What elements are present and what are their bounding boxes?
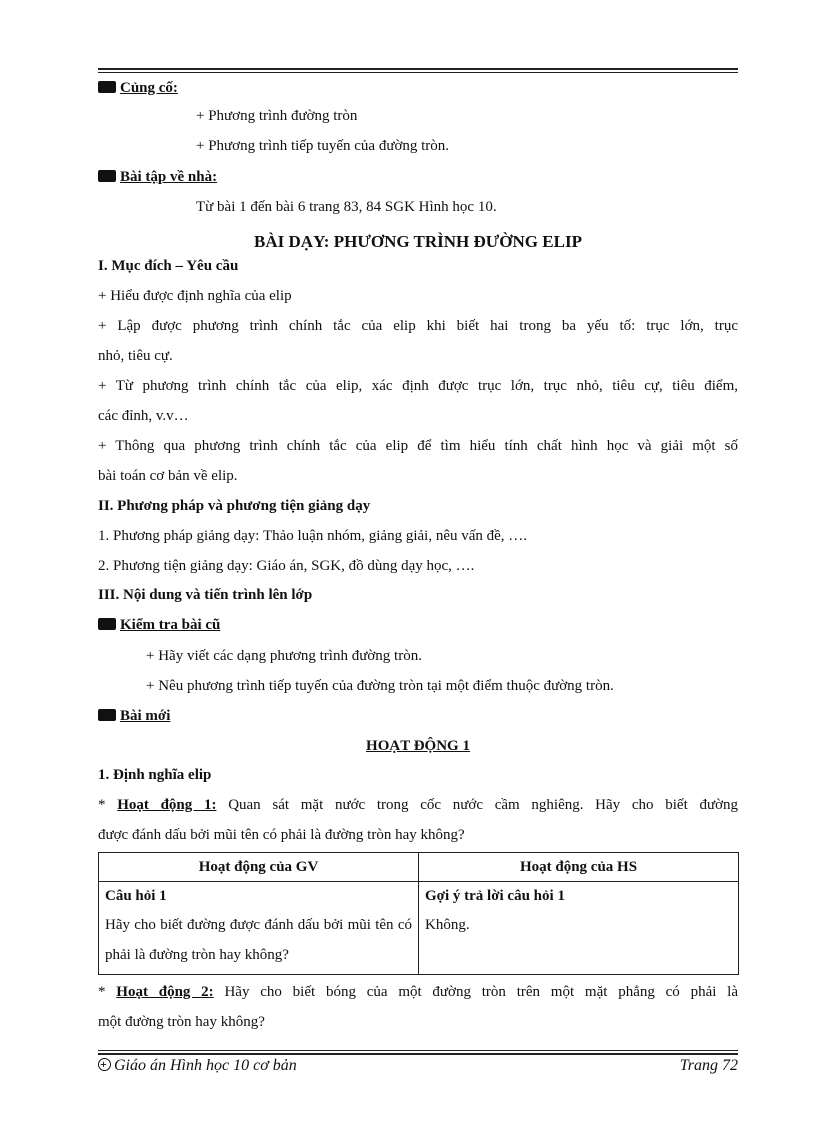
question-title: Câu hỏi 1 (105, 888, 167, 904)
table-header-gv: Hoạt động của GV (99, 853, 419, 882)
table-row (99, 882, 739, 975)
section-bai-moi (98, 706, 738, 726)
paragraph-line: 2. Phương tiện giảng dạy: Giáo án, SGK, đồ dùng dạy học, …. (98, 558, 475, 574)
table-cell-hs (419, 882, 739, 975)
list-item: + Phương trình đường tròn (196, 108, 358, 124)
activity-2-line (98, 982, 738, 1002)
list-item: + Hãy viết các dạng phương trình đường tròn. (146, 648, 422, 664)
list-item: + Nêu phương trình tiếp tuyến của đường tròn tại một điểm thuộc đường tròn. (146, 678, 614, 694)
activity-label: Hoạt động 1: (117, 797, 217, 813)
table-cell-gv (99, 882, 419, 975)
answer-title: Gợi ý trả lời câu hỏi 1 (425, 888, 565, 904)
cross-circle-icon (98, 1058, 111, 1071)
question-text: Hãy cho biết đường được đánh dấu bởi mũi tên có phải là đường tròn hay không? (105, 917, 412, 963)
activity-text: Quan sát mặt nước trong cốc nước cầm nghiêng. Hãy cho biết đường (216, 797, 739, 813)
section-heading: Củng cố: (120, 80, 178, 96)
table-header-hs: Hoạt động của HS (419, 853, 739, 882)
heading-noi-dung: III. Nội dung và tiến trình lên lớp (98, 587, 313, 603)
section-bai-tap (98, 167, 738, 187)
section-heading: Bài tập về nhà: (120, 169, 218, 185)
paragraph-line: 1. Phương pháp giảng dạy: Thảo luận nhóm, giảng giải, nêu vấn đề, …. (98, 528, 528, 544)
paragraph-line: + Hiểu được định nghĩa của elip (98, 288, 292, 304)
activity-heading-text: HOẠT ĐỘNG 1 (366, 738, 470, 754)
paragraph-line: + Thông qua phương trình chính tắc của elip để tìm hiểu tính chất hình học và giải một số (98, 438, 738, 454)
homework-text: Từ bài 1 đến bài 6 trang 83, 84 SGK Hình học 10. (196, 199, 497, 215)
activity-1-line2: được đánh dấu bởi mũi tên có phải là đường tròn hay không? (98, 827, 465, 843)
bullet: * (98, 984, 117, 1000)
paragraph-line: nhỏ, tiêu cự. (98, 348, 173, 364)
section-heading: Kiểm tra bài cũ (120, 617, 221, 633)
activity-text: Hãy cho biết bóng của một đường tròn trên một mặt phẳng có phải là (213, 984, 738, 1000)
paragraph-line: + Từ phương trình chính tắc của elip, xác định được trục lớn, trục nhỏ, tiêu cự, tiêu điểm, (98, 378, 738, 394)
activity-heading (98, 736, 738, 756)
activity-2-line2: một đường tròn hay không? (98, 1014, 265, 1030)
answer-text: Không. (425, 917, 470, 933)
header-rule (98, 68, 738, 73)
paragraph-line: bài toán cơ bản về elip. (98, 468, 238, 484)
paragraph-line: các đỉnh, v.v… (98, 408, 189, 424)
activity-label: Hoạt động 2: (116, 984, 214, 1000)
footer-title: Giáo án Hình học 10 cơ bản (114, 1057, 297, 1074)
book-icon (98, 81, 116, 93)
heading-muc-dich: I. Mục đích – Yêu cầu (98, 258, 239, 274)
book-icon (98, 709, 116, 721)
book-icon (98, 170, 116, 182)
paragraph-line: + Lập được phương trình chính tắc của elip khi biết hai trong ba yếu tố: trục lớn, trục (98, 318, 738, 334)
heading-dinh-nghia: 1. Định nghĩa elip (98, 767, 212, 783)
page-number: Trang 72 (679, 1057, 738, 1074)
section-heading: Bài mới (120, 708, 171, 724)
book-icon (98, 618, 116, 630)
bullet: * (98, 797, 118, 813)
list-item: + Phương trình tiếp tuyến của đường tròn. (196, 138, 450, 154)
activity-1-line (98, 795, 738, 815)
heading-phuong-phap: II. Phương pháp và phương tiện giảng dạy (98, 498, 371, 514)
lesson-title: BÀI DẠY: PHƯƠNG TRÌNH ĐƯỜNG ELIP (254, 232, 582, 251)
page-footer (98, 1056, 738, 1076)
section-kiem-tra (98, 615, 738, 635)
footer-rule (98, 1050, 738, 1055)
section-cung-co (98, 78, 738, 98)
activity-table (98, 852, 739, 975)
